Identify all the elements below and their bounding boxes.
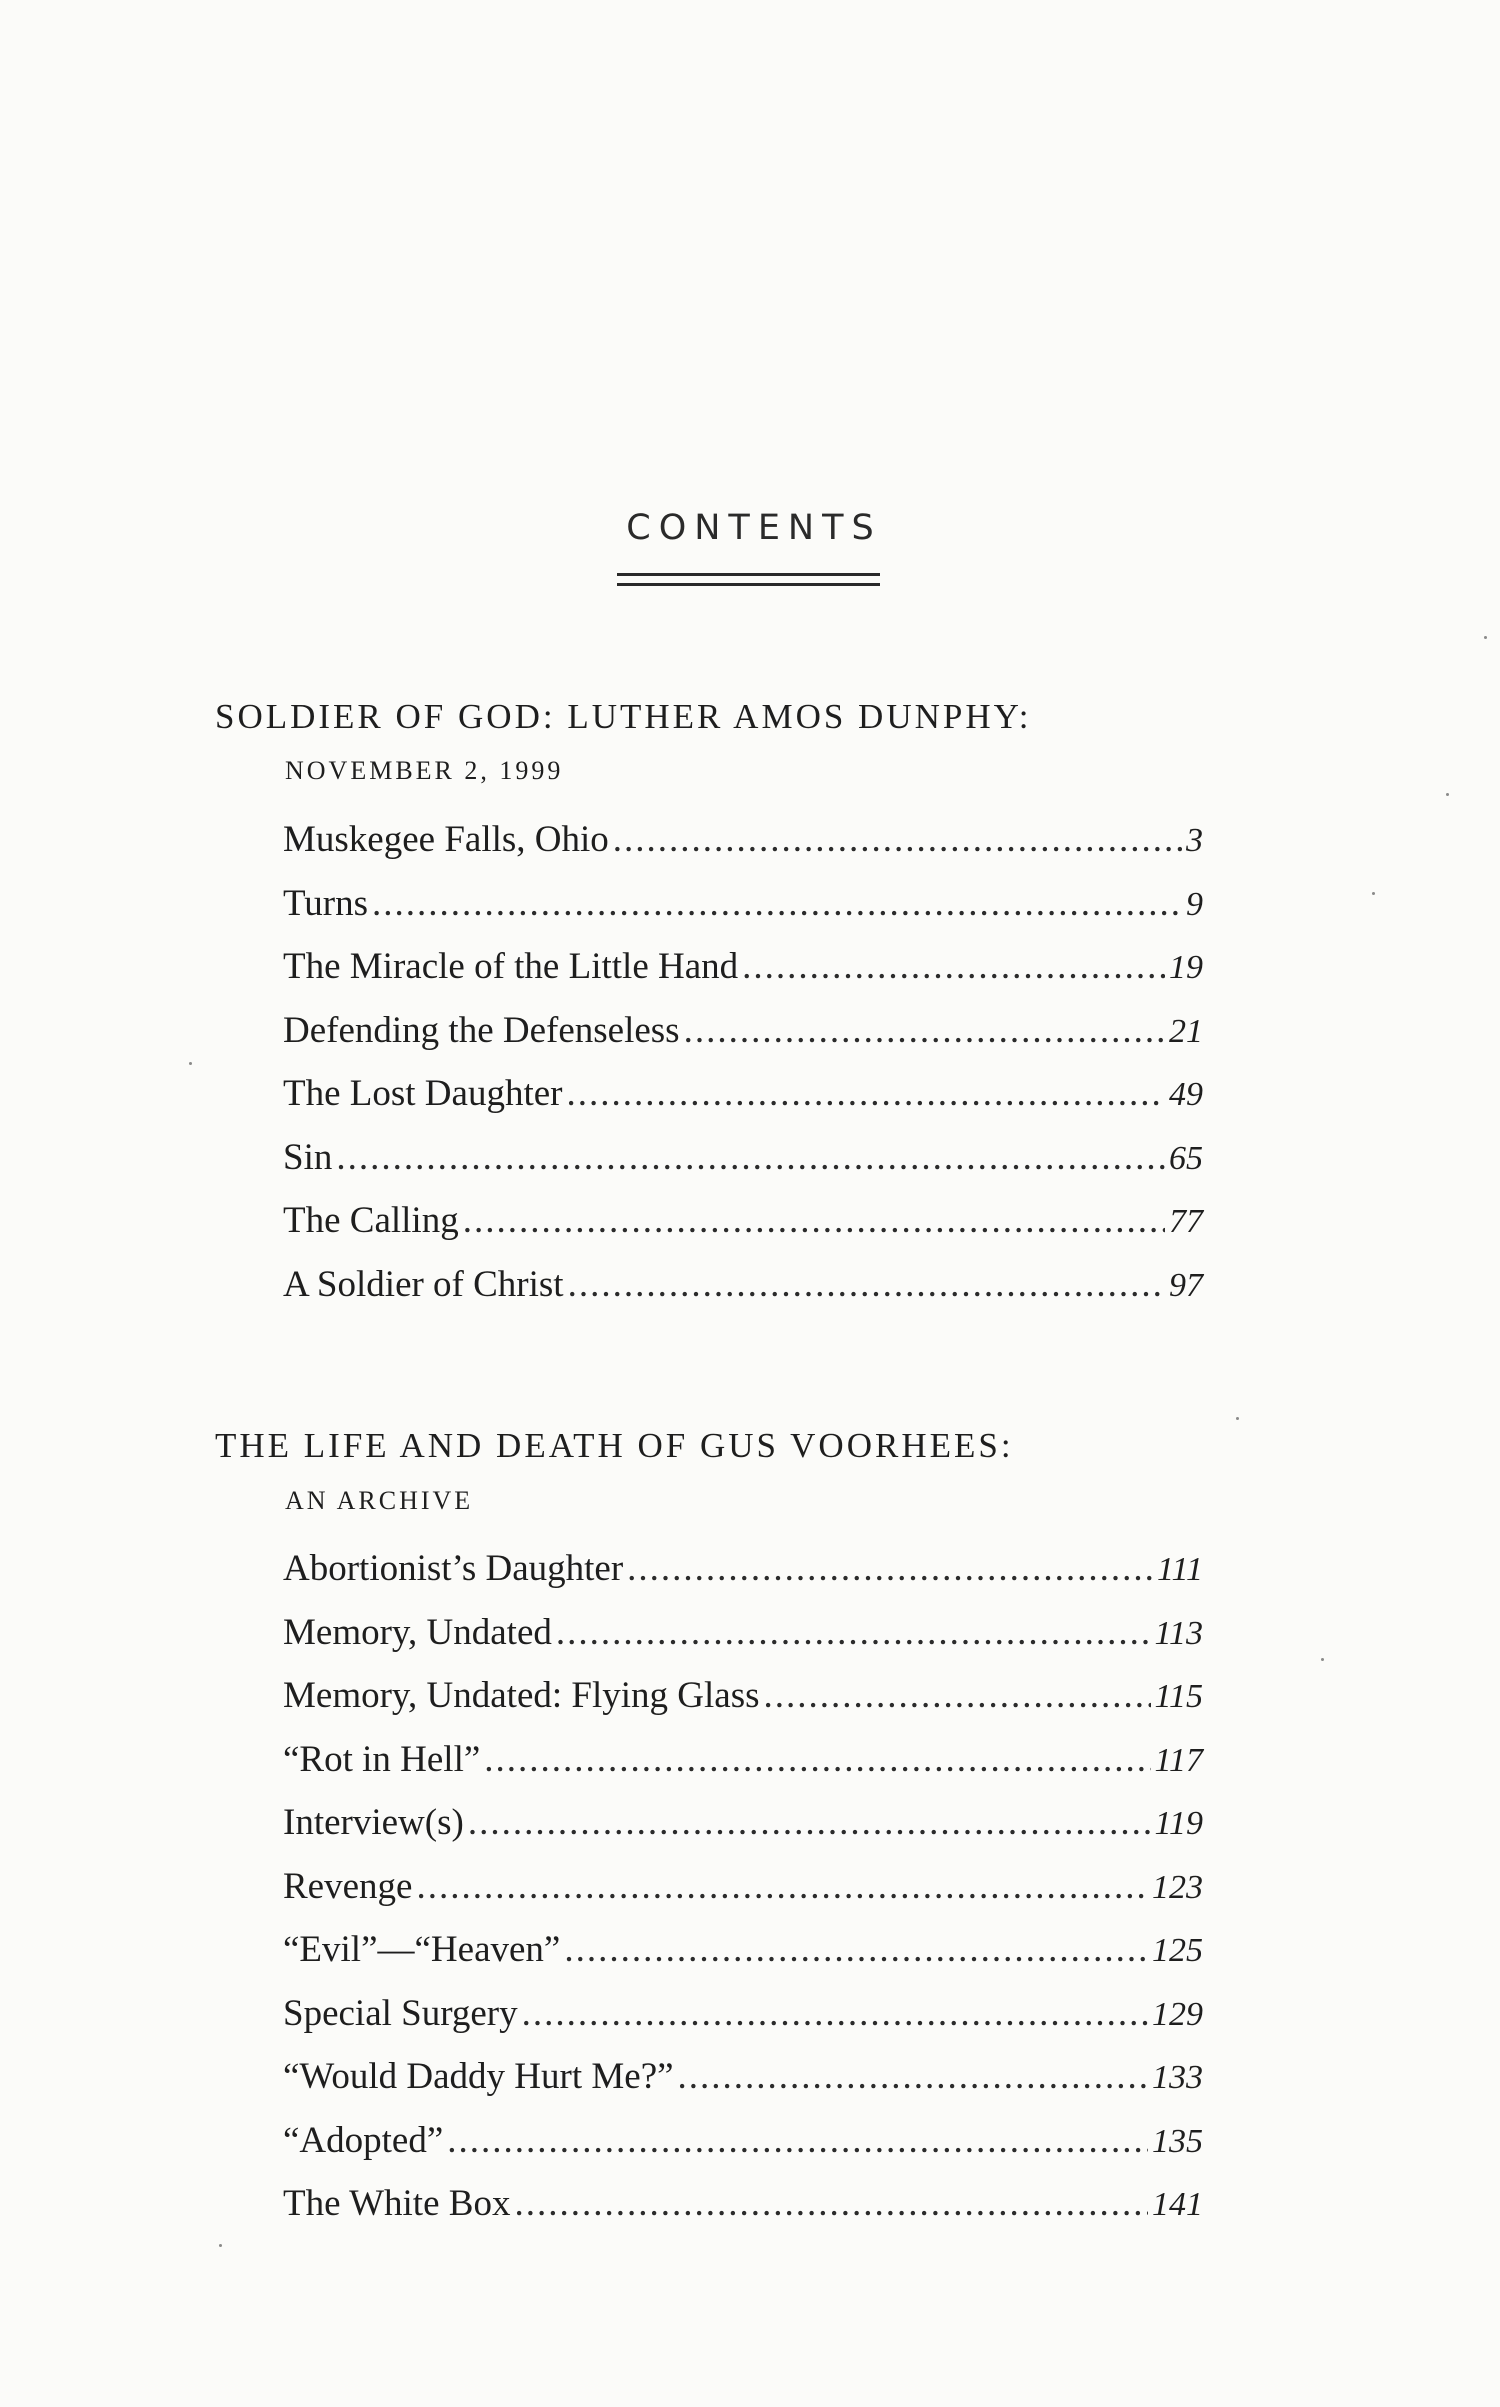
toc-entry-title: “Adopted”	[283, 2119, 444, 2161]
toc-entry-page: 21	[1169, 1012, 1203, 1050]
toc-entry-page: 117	[1154, 1741, 1203, 1779]
part-subtitle: NOVEMBER 2, 1999	[285, 756, 564, 785]
dot-leader	[336, 1136, 1165, 1179]
dot-leader	[416, 1865, 1148, 1908]
toc-entry-title: The Lost Daughter	[283, 1073, 563, 1114]
toc-entry-page: 141	[1152, 2186, 1203, 2223]
toc-entry[interactable]	[283, 2119, 1203, 2183]
toc-entry-page: 119	[1154, 1805, 1203, 1842]
toc-entry-title: Interview(s)	[283, 1802, 464, 1843]
toc-entry-title: “Would Daddy Hurt Me?”	[283, 2056, 674, 2097]
toc-entry-title: Sin	[283, 1136, 333, 1178]
toc-entry[interactable]	[283, 1199, 1203, 1263]
contents-heading	[0, 508, 1500, 548]
scan-speck	[1321, 1658, 1324, 1661]
part-title: THE LIFE AND DEATH OF GUS VOORHEES:	[215, 1426, 1014, 1465]
dot-leader	[372, 882, 1182, 925]
toc-entry-page: 9	[1186, 885, 1203, 923]
heading-rule-bottom	[617, 583, 880, 586]
toc-entry-title: Memory, Undated: Flying Glass	[283, 1675, 760, 1716]
toc-entry[interactable]	[283, 1801, 1203, 1865]
scan-speck	[1372, 892, 1375, 895]
dot-leader	[678, 2055, 1148, 2098]
scan-speck	[219, 2244, 222, 2247]
dot-leader	[484, 1738, 1150, 1781]
toc-entry-title: “Rot in Hell”	[283, 1738, 481, 1780]
toc-entry-title: The Miracle of the Little Hand	[283, 946, 739, 987]
toc-entry-page: 49	[1169, 1076, 1203, 1113]
toc-entry-title: Turns	[283, 882, 369, 924]
dot-leader	[463, 1199, 1165, 1242]
toc-entry-page: 125	[1152, 1932, 1203, 1969]
toc-entry[interactable]	[283, 1865, 1203, 1929]
toc-entry-title: The White Box	[283, 2183, 511, 2224]
toc-entry-title: Abortionist’s Daughter	[283, 1548, 624, 1589]
dot-leader	[556, 1611, 1151, 1654]
toc-entry[interactable]	[283, 1674, 1203, 1738]
toc-entry[interactable]	[283, 1263, 1203, 1327]
dot-leader	[684, 1009, 1165, 1052]
dot-leader	[627, 1547, 1153, 1590]
dot-leader	[522, 1992, 1148, 2035]
toc-entry-page: 113	[1154, 1614, 1203, 1652]
part-title: SOLDIER OF GOD: LUTHER AMOS DUNPHY:	[215, 697, 1032, 736]
toc-entry[interactable]	[283, 1136, 1203, 1200]
dot-leader	[468, 1801, 1151, 1844]
toc-entry[interactable]	[283, 818, 1203, 882]
scan-speck	[1484, 636, 1487, 639]
dot-leader	[566, 1072, 1165, 1115]
toc-entry-title: “Evil”—“Heaven”	[283, 1929, 561, 1970]
toc-entry-title: Special Surgery	[283, 1992, 518, 2034]
dot-leader	[742, 945, 1165, 988]
toc-entry-page: 77	[1169, 1203, 1203, 1240]
toc-entry-title: Defending the Defenseless	[283, 1009, 680, 1051]
scan-speck	[189, 1062, 192, 1065]
toc-entry-page: 19	[1169, 949, 1203, 986]
toc-entry[interactable]	[283, 1547, 1203, 1611]
toc-entry-page: 135	[1152, 2122, 1203, 2160]
dot-leader	[613, 818, 1182, 861]
scan-speck	[1236, 1417, 1239, 1420]
dot-leader	[568, 1263, 1165, 1306]
toc-entry-page: 123	[1152, 1868, 1203, 1906]
toc-entry-page: 97	[1169, 1266, 1203, 1304]
toc-entry[interactable]	[283, 1611, 1203, 1675]
toc-entry[interactable]	[283, 1072, 1203, 1136]
part-subtitle: AN ARCHIVE	[285, 1486, 474, 1515]
scan-speck	[1446, 793, 1449, 796]
toc-entry[interactable]	[283, 2055, 1203, 2119]
toc-entry-title: Revenge	[283, 1865, 413, 1907]
toc-entry-title: Memory, Undated	[283, 1611, 552, 1653]
contents-heading-text: CONTENTS	[626, 508, 882, 548]
dot-leader	[447, 2119, 1148, 2162]
toc-entry[interactable]	[283, 1009, 1203, 1073]
dot-leader	[764, 1674, 1151, 1717]
toc-entry-page: 115	[1154, 1678, 1203, 1715]
toc-entry-title: Muskegee Falls, Ohio	[283, 819, 609, 860]
toc-entry[interactable]	[283, 1928, 1203, 1992]
toc-entry-page: 65	[1169, 1139, 1203, 1177]
toc-entry-page: 133	[1152, 2059, 1203, 2096]
toc-entry-page: 3	[1186, 822, 1203, 859]
toc-entry[interactable]	[283, 882, 1203, 946]
heading-rule-top	[617, 573, 880, 576]
toc-list-part-1	[283, 818, 1203, 1326]
toc-entry-title: The Calling	[283, 1200, 459, 1241]
toc-entry[interactable]	[283, 1992, 1203, 2056]
toc-entry[interactable]	[283, 1738, 1203, 1802]
toc-entry-title: A Soldier of Christ	[283, 1263, 564, 1305]
toc-entry-page: 111	[1157, 1551, 1203, 1588]
toc-entry-page: 129	[1152, 1995, 1203, 2033]
dot-leader	[514, 2182, 1148, 2225]
toc-entry[interactable]	[283, 2182, 1203, 2246]
dot-leader	[564, 1928, 1148, 1971]
toc-list-part-2	[283, 1547, 1203, 2246]
toc-entry[interactable]	[283, 945, 1203, 1009]
